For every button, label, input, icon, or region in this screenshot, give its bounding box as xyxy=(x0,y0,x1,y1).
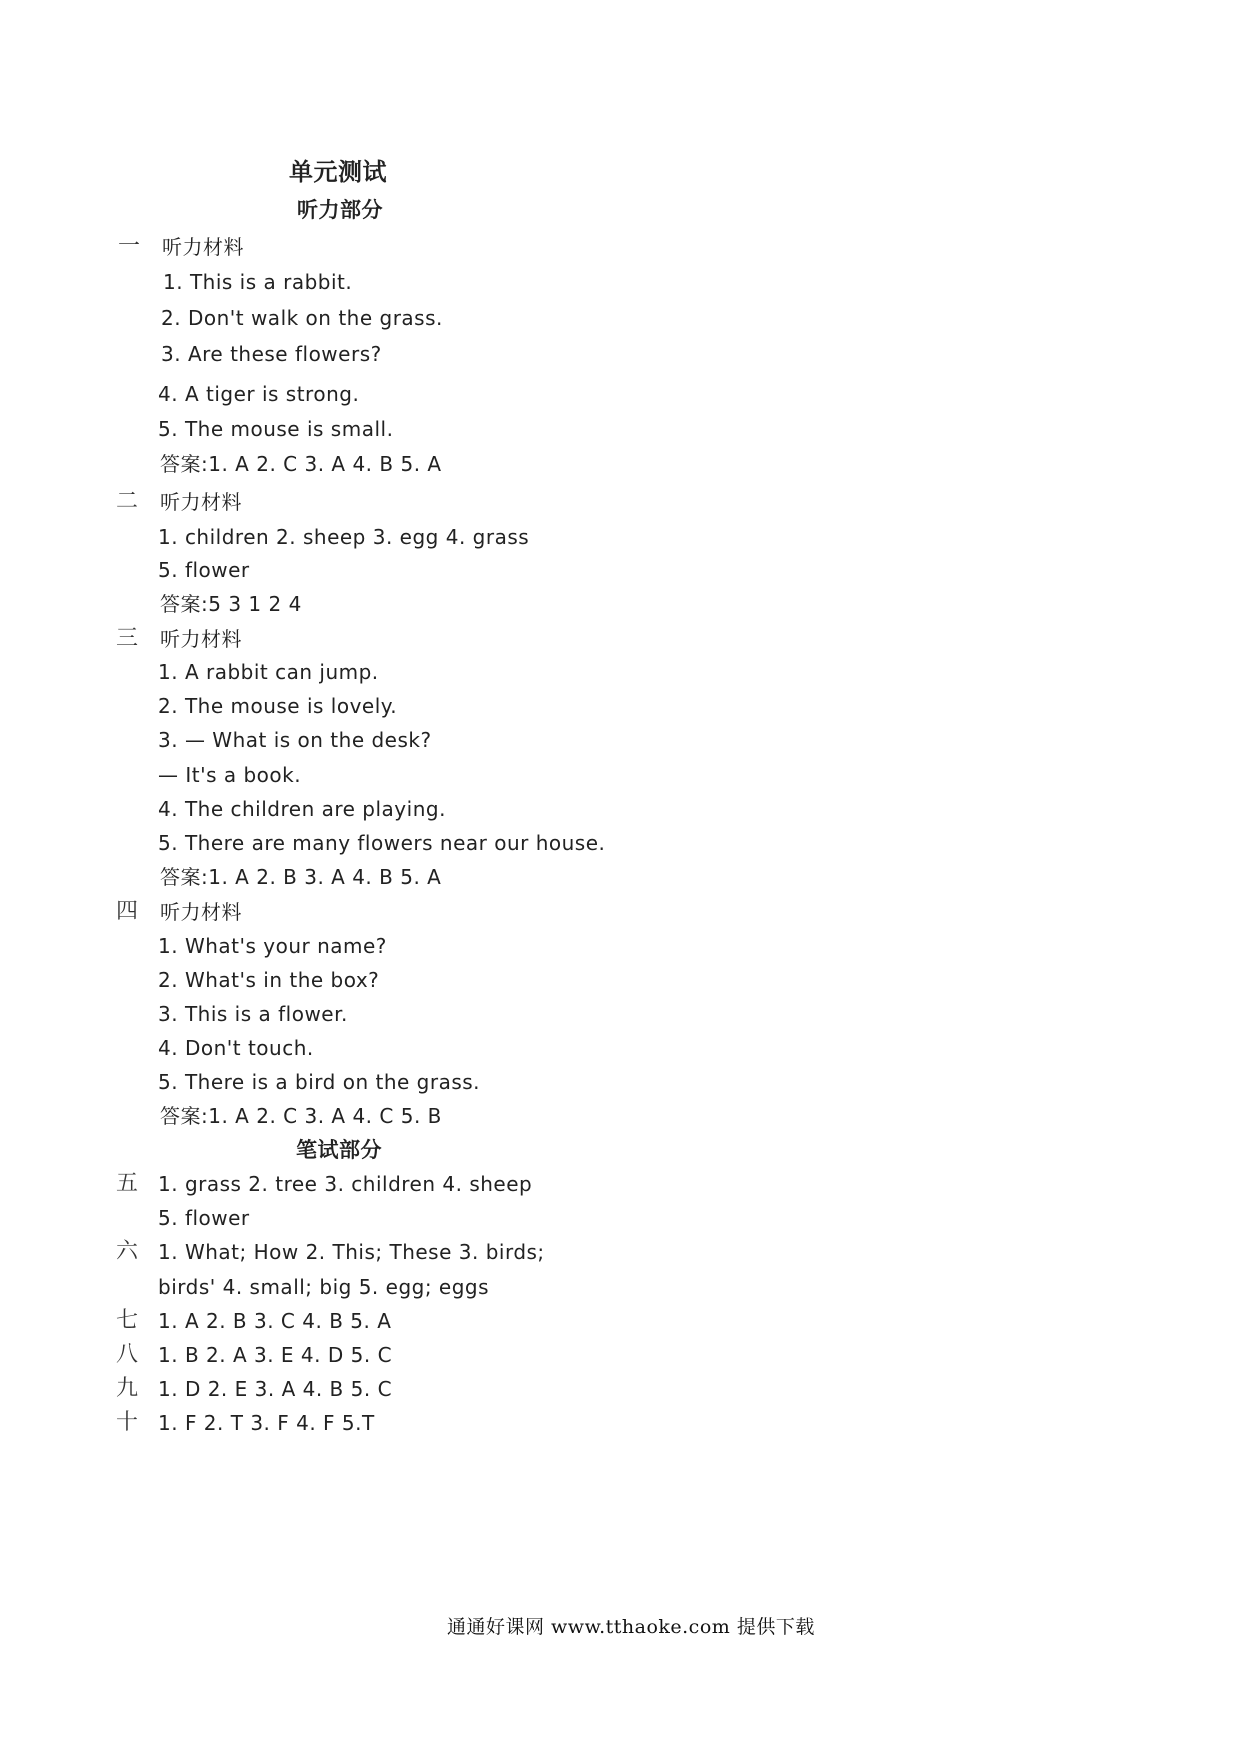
section-number: 六 xyxy=(116,1239,139,1264)
writing-heading: 笔试部分 xyxy=(296,1138,382,1162)
section-label: 听力材料 xyxy=(160,900,242,924)
section-label: 听力材料 xyxy=(160,490,242,514)
list-item: 1. children 2. sheep 3. egg 4. grass xyxy=(158,525,530,549)
answer-line: 答案:1. A 2. C 3. A 4. C 5. B xyxy=(160,1104,442,1128)
section-number: 五 xyxy=(116,1171,139,1196)
list-item: 1. D 2. E 3. A 4. B 5. C xyxy=(158,1377,393,1401)
list-item: 3. — What is on the desk? xyxy=(158,728,432,752)
list-item: birds' 4. small; big 5. egg; eggs xyxy=(158,1275,490,1299)
list-item: 1. A 2. B 3. C 4. B 5. A xyxy=(158,1309,392,1333)
list-item: 3. Are these flowers? xyxy=(161,342,382,366)
list-item: 2. The mouse is lovely. xyxy=(158,694,398,718)
list-item: 1. What; How 2. This; These 3. birds; xyxy=(158,1240,545,1264)
section-number: 四 xyxy=(116,899,139,924)
list-item: 5. There is a bird on the grass. xyxy=(158,1070,481,1094)
page-title: 单元测试 xyxy=(289,158,387,186)
list-item: 1. What's your name? xyxy=(158,934,387,958)
section-label: 听力材料 xyxy=(160,627,242,651)
answer-line: 答案:5 3 1 2 4 xyxy=(160,592,302,616)
section-number: 八 xyxy=(116,1342,139,1367)
list-item: 4. The children are playing. xyxy=(158,797,446,821)
answer-line: 答案:1. A 2. C 3. A 4. B 5. A xyxy=(160,452,442,476)
list-item: 3. This is a flower. xyxy=(158,1002,348,1026)
section-number: 二 xyxy=(116,489,139,514)
footer-source: 通通好课网 www.tthaoke.com 提供下载 xyxy=(447,1616,815,1638)
list-item: 5. flower xyxy=(158,1206,250,1230)
list-item: 2. Don't walk on the grass. xyxy=(161,306,443,330)
answer-line: 答案:1. A 2. B 3. A 4. B 5. A xyxy=(160,865,442,889)
section-number: 一 xyxy=(118,234,141,259)
section-number: 三 xyxy=(116,626,139,651)
list-item: 4. Don't touch. xyxy=(158,1036,314,1060)
list-item: 1. This is a rabbit. xyxy=(163,270,353,294)
section-number: 十 xyxy=(116,1410,139,1435)
section-number: 九 xyxy=(116,1376,139,1401)
section-label: 听力材料 xyxy=(162,235,244,259)
list-item: — It's a book. xyxy=(158,763,302,787)
list-item: 1. A rabbit can jump. xyxy=(158,660,379,684)
list-item: 5. There are many flowers near our house. xyxy=(158,831,606,855)
list-item: 2. What's in the box? xyxy=(158,968,380,992)
listening-heading: 听力部分 xyxy=(297,198,383,222)
list-item: 1. F 2. T 3. F 4. F 5.T xyxy=(158,1411,375,1435)
list-item: 5. The mouse is small. xyxy=(158,417,394,441)
list-item: 1. B 2. A 3. E 4. D 5. C xyxy=(158,1343,393,1367)
list-item: 5. flower xyxy=(158,558,250,582)
section-number: 七 xyxy=(116,1308,139,1333)
list-item: 4. A tiger is strong. xyxy=(158,382,360,406)
list-item: 1. grass 2. tree 3. children 4. sheep xyxy=(158,1172,533,1196)
